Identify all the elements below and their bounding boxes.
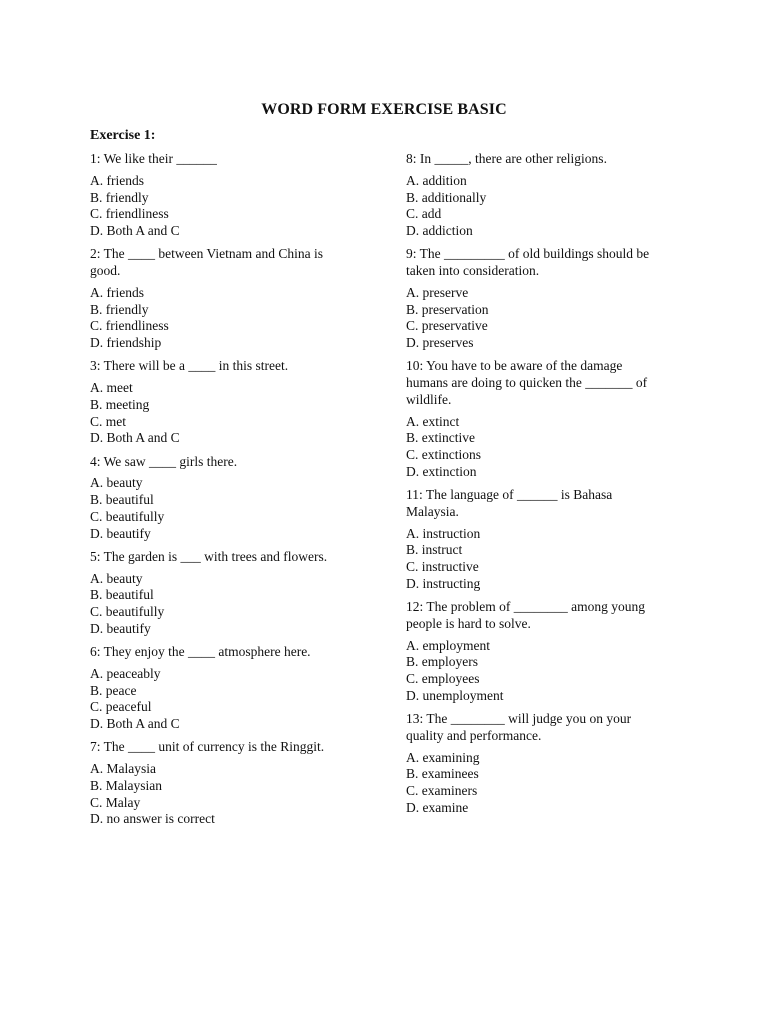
question-text: 6: They enjoy the ____ atmosphere here. xyxy=(90,644,311,660)
answer-option: C. Malay xyxy=(90,794,141,810)
question-block xyxy=(406,246,658,351)
question-text: 3: There will be a ____ in this street. xyxy=(90,358,289,374)
question-block xyxy=(406,599,658,704)
question-block xyxy=(90,454,342,543)
question-block xyxy=(406,711,658,816)
answer-option: A. beauty xyxy=(90,570,143,586)
answer-option: A. extinct xyxy=(406,413,460,429)
answer-option: A. Malaysia xyxy=(90,761,156,777)
answer-option: B. preservation xyxy=(406,301,489,317)
answer-option: A. instruction xyxy=(406,525,481,541)
answer-option: A. beauty xyxy=(90,475,143,491)
answer-option: D. Both A and C xyxy=(90,430,180,446)
question-text: 12: The problem of ________ among young people is hard to solve. xyxy=(406,599,645,631)
answer-option: D. extinction xyxy=(406,463,477,479)
answer-option: B. meeting xyxy=(90,396,150,412)
exercise-label: Exercise 1: xyxy=(90,128,156,143)
answer-option: A. preserve xyxy=(406,284,469,300)
answer-option: C. employees xyxy=(406,671,480,686)
answer-option: C. friendliness xyxy=(90,318,169,334)
question-block xyxy=(90,549,342,638)
answer-option: D. examine xyxy=(406,799,469,815)
answer-option: C. examiners xyxy=(406,783,478,798)
answer-option: B. friendly xyxy=(90,301,149,317)
answer-option: C. preservative xyxy=(406,318,488,334)
question-text: 10: You have to be aware of the damage humans are doing to quicken the _______ of wildlife. xyxy=(406,358,648,407)
answer-option: B. employers xyxy=(406,654,478,670)
answer-option: A. examining xyxy=(406,749,480,765)
answer-option: D. Both A and C xyxy=(90,223,180,238)
question-block xyxy=(90,644,342,733)
question-text: 4: We saw ____ girls there. xyxy=(90,453,238,469)
answer-option: C. peaceful xyxy=(90,699,152,715)
answer-option: A. meet xyxy=(90,380,133,396)
question-block xyxy=(90,151,342,240)
answer-option: B. extinctive xyxy=(406,430,475,446)
question-text: 8: In _____, there are other religions. xyxy=(406,151,607,166)
question-block xyxy=(90,246,342,351)
answer-option: C. extinctions xyxy=(406,447,481,462)
answer-option: B. beautiful xyxy=(90,587,154,603)
answer-option: D. beautify xyxy=(90,525,151,541)
question-text: 7: The ____ unit of currency is the Ringgit. xyxy=(90,739,325,755)
answer-option: C. add xyxy=(406,206,442,222)
answer-option: B. friendly xyxy=(90,189,149,205)
answer-option: A. addition xyxy=(406,172,467,188)
question-text: 11: The language of ______ is Bahasa Malaysia. xyxy=(406,487,613,519)
question-block xyxy=(90,739,342,828)
answer-option: A. friends xyxy=(90,172,144,188)
question-block xyxy=(406,487,658,592)
answer-option: D. friendship xyxy=(90,335,162,350)
answer-option: A. peaceably xyxy=(90,666,161,682)
answer-option: A. friends xyxy=(90,284,144,300)
answer-option: D. beautify xyxy=(90,620,151,636)
answer-option: D. preserves xyxy=(406,335,474,350)
document-title: WORD FORM EXERCISE BASIC xyxy=(261,101,507,118)
left-question-column xyxy=(90,151,342,835)
answer-option: B. Malaysian xyxy=(90,778,162,794)
answer-option: B. examinees xyxy=(406,766,479,782)
answer-option: B. instruct xyxy=(406,542,463,558)
question-text: 2: The ____ between Vietnam and China is good. xyxy=(90,246,324,278)
question-text: 1: We like their ______ xyxy=(90,151,217,166)
question-text: 13: The ________ will judge you on your quality and performance. xyxy=(406,711,632,743)
answer-option: C. instructive xyxy=(406,559,479,574)
answer-option: D. Both A and C xyxy=(90,716,180,732)
question-text: 5: The garden is ___ with trees and flowers. xyxy=(90,548,328,564)
answer-option: C. met xyxy=(90,413,126,429)
answer-option: A. employment xyxy=(406,637,490,653)
answer-option: B. additionally xyxy=(406,189,487,205)
question-block xyxy=(90,358,342,447)
answer-option: D. instructing xyxy=(406,575,481,591)
right-question-column xyxy=(406,151,658,823)
question-text: 9: The _________ of old buildings should be taken into consideration. xyxy=(406,246,650,278)
answer-option: C. friendliness xyxy=(90,206,169,222)
answer-option: B. peace xyxy=(90,682,137,698)
question-block xyxy=(406,358,658,480)
answer-option: B. beautiful xyxy=(90,492,154,508)
answer-option: D. addiction xyxy=(406,223,473,238)
answer-option: C. beautifully xyxy=(90,604,165,620)
answer-option: C. beautifully xyxy=(90,508,165,524)
question-block xyxy=(406,151,658,240)
answer-option: D. no answer is correct xyxy=(90,811,215,827)
answer-option: D. unemployment xyxy=(406,687,504,703)
